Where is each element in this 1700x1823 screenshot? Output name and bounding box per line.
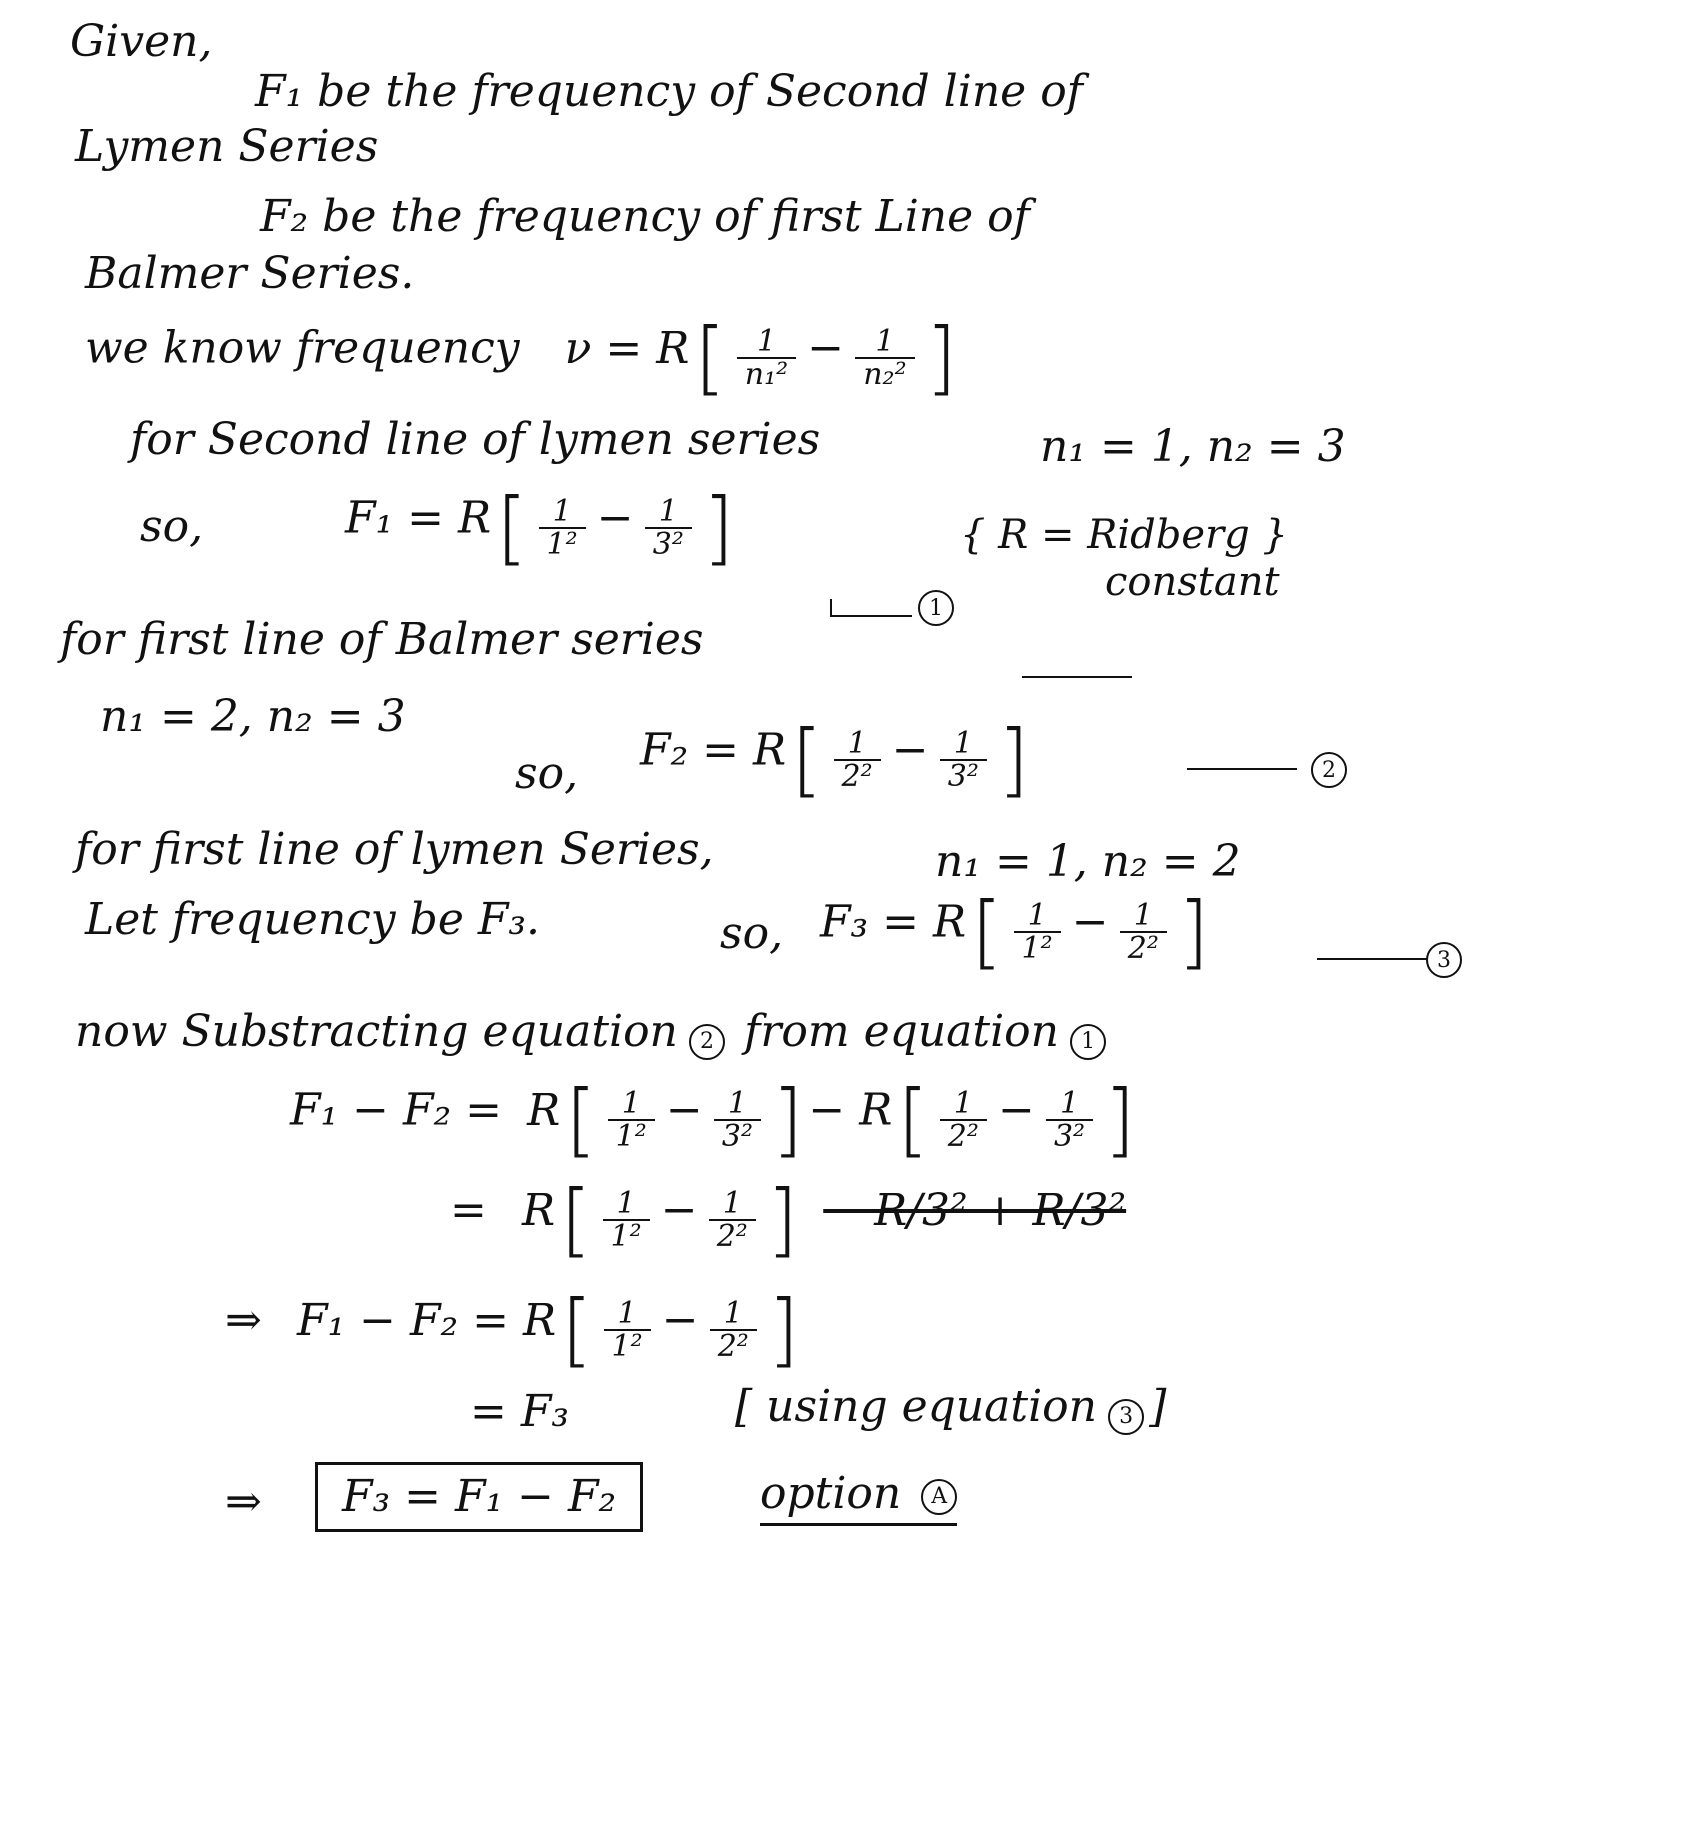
fraction: $\frac{1}{\text{1²}}$	[603, 1188, 650, 1253]
option-answer	[760, 1468, 957, 1519]
bracket-close: ]	[997, 713, 1030, 806]
equals-sign: =	[450, 1184, 487, 1236]
using-close-bracket: ]	[1149, 1381, 1167, 1432]
difference-row	[290, 1073, 1136, 1166]
fraction: $\frac{1}{\text{1²}}$	[604, 1298, 651, 1363]
f2-eq-lhs: F₂ = R	[640, 724, 787, 776]
bracket-open: [	[897, 1073, 929, 1166]
subtract-from-text: from equation	[744, 1006, 1059, 1057]
bracket-open: [	[565, 1073, 597, 1166]
first-balmer-text: for first line of Balmer series	[60, 614, 704, 665]
r-note-text: R = Ridberg	[998, 512, 1250, 558]
fraction: $\frac{1}{\text{3²}}$	[714, 1088, 761, 1153]
final-answer-box: F₃ = F₁ − F₂	[315, 1462, 643, 1532]
fraction: $\frac{1}{\text{3²}}$	[1046, 1088, 1093, 1153]
bracket-open: [	[694, 311, 726, 404]
step2-row	[450, 1173, 1127, 1266]
f1-definition: F₁ be the frequency of Second line of	[255, 66, 1083, 117]
eq1-row	[345, 481, 735, 574]
so-label-1: so,	[140, 501, 204, 552]
first-lyman-n-values: n₁ = 1, n₂ = 2	[935, 836, 1241, 887]
eq1-tag-row	[830, 590, 954, 626]
step3-lhs: F₁ − F₂ = R	[296, 1294, 557, 1346]
fraction: $\frac{1}{\text{1²}}$	[1014, 900, 1061, 965]
subtract-text: now Substracting equation	[75, 1006, 678, 1057]
dash-line	[1317, 958, 1427, 960]
we-know-text: we know frequency	[85, 322, 520, 374]
fraction: $\frac{1}{\text{1²}}$	[608, 1088, 655, 1153]
eq2-row	[640, 713, 1030, 806]
subtract-eq1-tag: 1	[1070, 1024, 1106, 1060]
r-note: { R = Ridberg }	[960, 512, 1288, 558]
let-frequency-text: Let frequency be F₃.	[85, 894, 540, 945]
bracket-close: ]	[767, 1283, 800, 1376]
first-balmer-n-values: n₁ = 2, n₂ = 3	[100, 691, 406, 742]
second-lyman-text: for Second line of lymen series	[130, 414, 821, 465]
option-tag: A	[921, 1479, 957, 1515]
fraction: $\frac{1}{\text{2²}}$	[709, 1188, 756, 1253]
bracket-close: ]	[1104, 1073, 1136, 1166]
subtract-eq2-tag: 2	[689, 1024, 725, 1060]
second-lyman-n-values: n₁ = 1, n₂ = 3	[1040, 421, 1346, 472]
implies-arrow-final: ⇒	[225, 1476, 262, 1527]
bracket-close: ]	[1177, 885, 1210, 978]
difference-lhs: F₁ − F₂ =	[290, 1084, 503, 1136]
using-equation-text: [ using equation	[735, 1381, 1097, 1432]
minus-sign: −	[596, 492, 634, 544]
eq3-row	[820, 885, 1210, 978]
fraction: $\frac{1}{\text{2²}}$	[710, 1298, 757, 1363]
fraction: $\frac{1}{\text{3²}}$	[940, 728, 987, 793]
bracket-open: [	[561, 1283, 593, 1376]
fraction: $\frac{1}{\text{2²}}$	[834, 728, 881, 793]
eq1-tag: 1	[918, 590, 954, 626]
first-lyman-text: for first line of lymen Series,	[75, 824, 714, 875]
option-text	[760, 1468, 957, 1526]
r-symbol: R	[521, 1184, 556, 1236]
f2-definition: F₂ be the frequency of first Line of	[260, 191, 1030, 242]
minus-sign: −	[665, 1084, 703, 1136]
bracket-open: [	[791, 713, 823, 806]
cancelled-terms: − R/3² + R/3²	[823, 1184, 1127, 1236]
so-label-2: so,	[515, 748, 579, 799]
equals-f3: = F₃	[470, 1386, 570, 1437]
bracket-close: ]	[766, 1173, 799, 1266]
bracket-open: [	[496, 481, 528, 574]
eq2-tag: 2	[1311, 752, 1347, 788]
fraction: $\frac{1}{\text{3²}}$	[645, 496, 692, 561]
bracket-close: ]	[925, 311, 957, 404]
fraction: $\frac{1}{\text{n₁²}}$	[737, 326, 796, 391]
f1-eq-lhs: F₁ = R	[345, 492, 492, 544]
fraction: $\frac{1}{\text{1²}}$	[539, 496, 586, 561]
so-label-3: so,	[720, 908, 784, 959]
minus-r: − R	[808, 1084, 893, 1136]
minus-sign: −	[998, 1084, 1035, 1136]
dash-line	[1187, 768, 1297, 770]
r-symbol: R	[527, 1084, 561, 1136]
dash-line	[1022, 676, 1132, 678]
nu-equals-r: ν = R	[564, 322, 690, 374]
using-eq3-tag: 3	[1108, 1399, 1144, 1435]
f2-definition-cont: Balmer Series.	[85, 248, 415, 299]
minus-sign: −	[660, 1184, 698, 1236]
fraction: $\frac{1}{\text{2²}}$	[1120, 900, 1167, 965]
implies-arrow: ⇒	[225, 1294, 262, 1346]
f3-eq-lhs: F₃ = R	[820, 896, 967, 948]
minus-sign: −	[807, 322, 845, 374]
given-label: Given,	[70, 16, 213, 67]
bracket-open: [	[560, 1173, 592, 1266]
general-formula-row	[85, 311, 957, 404]
minus-sign: −	[661, 1294, 699, 1346]
r-note-cont: constant	[1105, 559, 1280, 605]
step3-row	[225, 1283, 800, 1376]
using-equation-note	[735, 1381, 1167, 1435]
option-label: option	[760, 1468, 902, 1519]
minus-sign: −	[1071, 896, 1109, 948]
fraction: $\frac{1}{\text{n₂²}}$	[855, 326, 914, 391]
bracket-close: ]	[772, 1073, 804, 1166]
subtract-row	[75, 1006, 1106, 1060]
bracket-open: [	[971, 885, 1003, 978]
f1-definition-cont: Lymen Series	[75, 121, 379, 172]
minus-sign: −	[891, 724, 929, 776]
bracket-close: ]	[702, 481, 735, 574]
eq3-tag: 3	[1426, 942, 1462, 978]
eq1-hook-line	[830, 599, 912, 617]
fraction: $\frac{1}{\text{2²}}$	[940, 1088, 987, 1153]
